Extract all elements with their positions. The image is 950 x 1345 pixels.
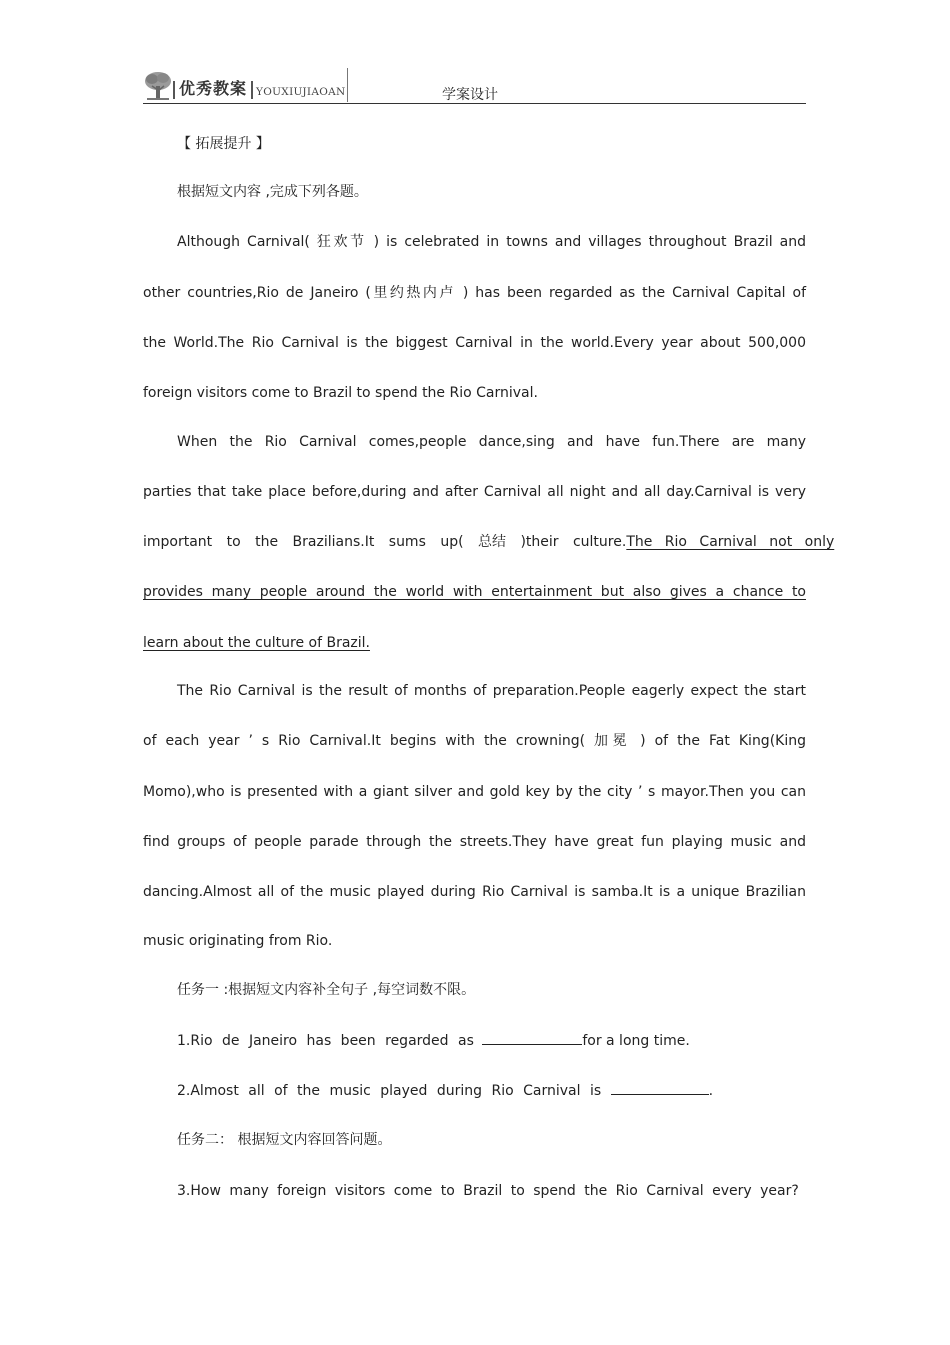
instruction: 根据短文内容 ,完成下列各题。 (177, 184, 368, 200)
question-1-tail: for a long time. (582, 1033, 690, 1049)
underlined-sentence: learn about the culture of Brazil. (143, 635, 370, 651)
underlined-sentence: The Rio Carnival not only (626, 534, 835, 550)
logo (143, 68, 348, 102)
passage-line: other countries,Rio de Janeiro (里约热内卢 ) has been regarded as the Carnival Capital of (143, 285, 806, 301)
question-2-tail: . (708, 1083, 714, 1099)
section-title: 【 拓展提升 】 (177, 136, 270, 152)
passage-line: the World.The Rio Carnival is the biggest Carnival in the world.Every year about 500,000 (143, 335, 806, 351)
task2-title: 任务二： 根据短文内容回答问题。 (177, 1132, 392, 1148)
passage-line (143, 533, 835, 551)
question-1-text: 1.Rio de Janeiro has been regarded as (177, 1033, 474, 1049)
question-3: 3.How many foreign visitors come to Brazil to spend the Rio Carnival every year? (177, 1183, 799, 1199)
answer-blank-1[interactable] (482, 1032, 582, 1045)
tree-icon (143, 70, 173, 102)
passage-line: The Rio Carnival is the result of months of preparation.People eagerly expect the start (177, 683, 806, 699)
task1-title: 任务一 :根据短文内容补全句子 ,每空词数不限。 (177, 982, 476, 998)
passage-line: Although Carnival( 狂欢节 ) is celebrated in towns and villages throughout Brazil and (177, 234, 806, 250)
logo-end-rule (347, 68, 348, 102)
passage-text: important to the Brazilians.It sums up( 总结 )their culture. (143, 534, 627, 550)
passage-line: music originating from Rio. (143, 933, 333, 949)
logo-divider (251, 81, 253, 99)
passage-line: find groups of people parade through the streets.They have great fun playing music and (143, 834, 806, 850)
answer-blank-2[interactable] (611, 1082, 709, 1095)
logo-text-en: YOUXIUJIAOAN (256, 86, 346, 98)
question-1 (143, 1032, 806, 1050)
question-2 (143, 1082, 806, 1100)
passage-line: parties that take place before,during and after Carnival all night and all day.Carnival is very (143, 484, 806, 500)
question-2-text: 2.Almost all of the music played during Rio Carnival is (177, 1083, 602, 1099)
passage-line: foreign visitors come to Brazil to spend the Rio Carnival. (143, 385, 538, 401)
underlined-sentence: provides many people around the world with entertainment but also gives a chance to (143, 584, 806, 600)
logo-text-cn: 优秀教案 (179, 79, 248, 98)
passage-line: dancing.Almost all of the music played during Rio Carnival is samba.It is a unique Brazilian (143, 884, 806, 900)
passage-line: When the Rio Carnival comes,people dance,sing and have fun.There are many (177, 434, 806, 450)
header-rule (143, 103, 806, 104)
passage-line: Momo),who is presented with a giant silver and gold key by the city ’ s mayor.Then you can (143, 784, 806, 800)
header-title: 学案设计 (442, 87, 498, 103)
passage-line: of each year ’ s Rio Carnival.It begins with the crowning( 加冕 ) of the Fat King(King (143, 733, 806, 749)
logo-divider (173, 81, 175, 99)
page-header (143, 68, 806, 104)
